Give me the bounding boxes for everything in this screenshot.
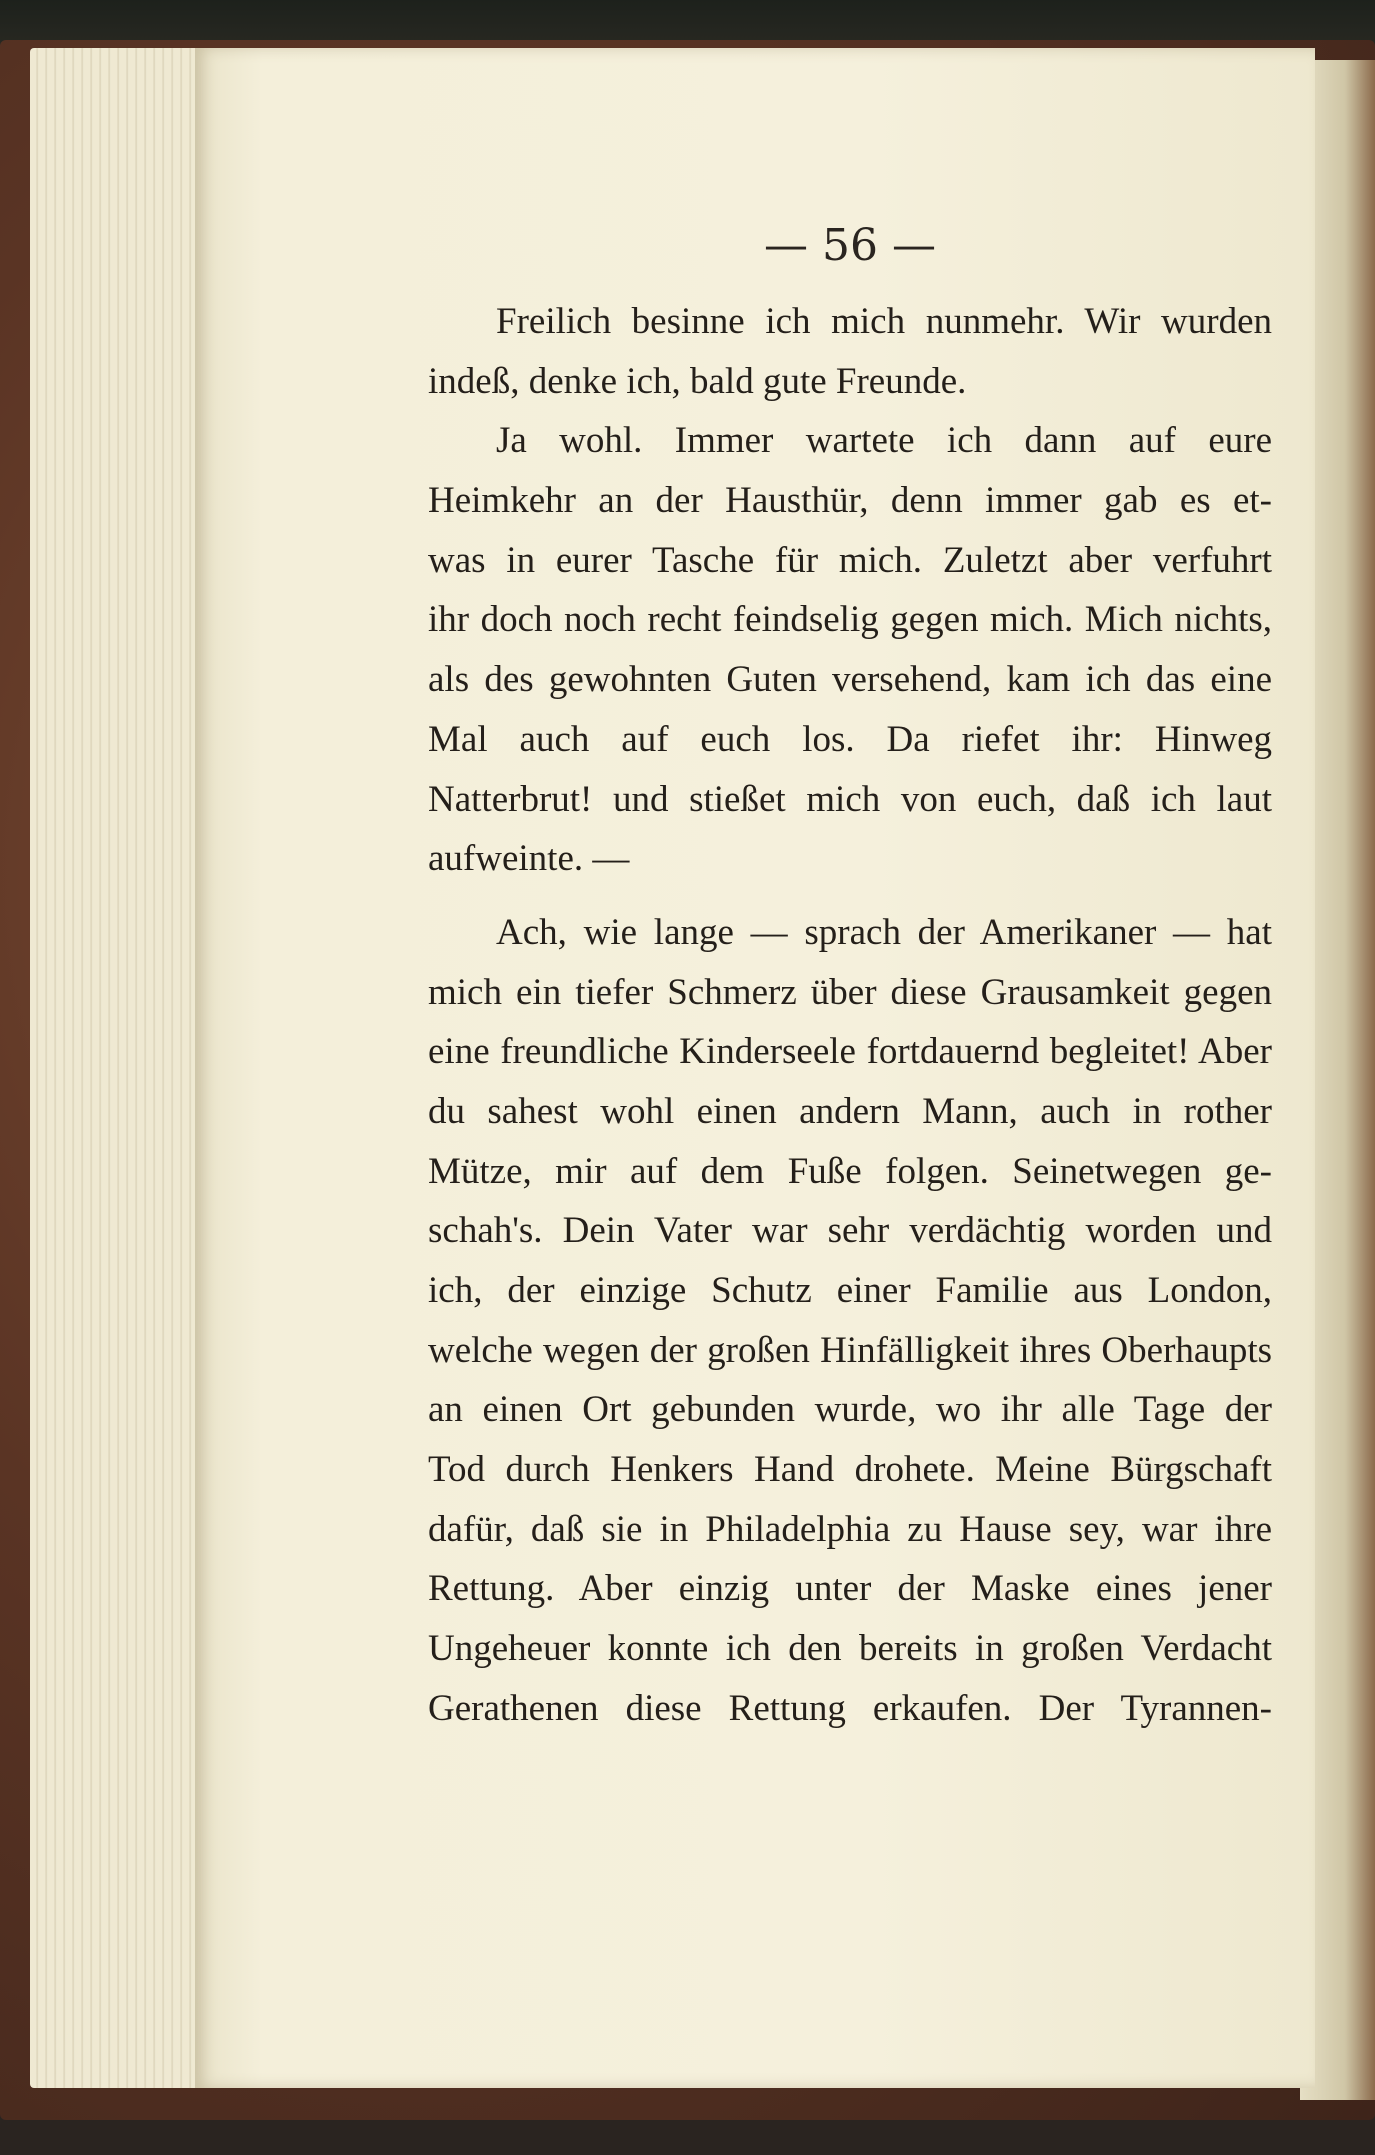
text-line: ich, der einzige Schutz einer Familie aus London, (428, 1270, 1272, 1311)
text-line: welche wegen der großen Hinfälligkeit ihres Oberhaupts (428, 1329, 1272, 1371)
body-text (428, 292, 1272, 1739)
text-line: Ach, wie lange — sprach der Amerikaner — hat (496, 911, 1272, 953)
text-line: Freilich besinne ich mich nunmehr. Wir wurden (496, 301, 1272, 342)
text-line: Gerathenen diese Rettung erkaufen. Der Tyrannen- (428, 1687, 1272, 1729)
page-edges-left (30, 48, 220, 2088)
text-line: aufweinte. — (428, 838, 630, 880)
text-line: an einen Ort gebunden wurde, wo ihr alle Tage der (428, 1389, 1272, 1431)
text-line: indeß, denke ich, bald gute Freunde. (428, 360, 967, 402)
page-number: — 56 — (764, 220, 936, 271)
text-line: als des gewohnten Guten versehend, kam ich das eine (428, 659, 1272, 701)
text-line: Mütze, mir auf dem Fuße folgen. Seinetwegen ge- (428, 1150, 1272, 1192)
text-line: Ungeheuer konnte ich den bereits in großen Verdacht (428, 1628, 1272, 1670)
text-line: du sahest wohl einen andern Mann, auch in rother (428, 1090, 1272, 1132)
text-line: was in eurer Tasche für mich. Zuletzt aber verfuhrt (428, 539, 1272, 581)
text-line: Ja wohl. Immer wartete ich dann auf eure (496, 420, 1272, 462)
text-line: Mal auch auf euch los. Da riefet ihr: Hinweg (428, 718, 1272, 760)
text-line: mich ein tiefer Schmerz über diese Grausamkeit gegen (428, 971, 1272, 1013)
text-line: Tod durch Henkers Hand drohete. Meine Bürgschaft (428, 1449, 1272, 1491)
text-line: dafür, daß sie in Philadelphia zu Hause sey, war ihre (428, 1508, 1272, 1550)
text-line: ihr doch noch recht feindselig gegen mich. Mich nichts, (428, 599, 1272, 641)
text-line: Rettung. Aber einzig unter der Maske eines jener (428, 1568, 1272, 1610)
text-line: schah's. Dein Vater war sehr verdächtig worden und (428, 1210, 1272, 1252)
text-line: Natterbrut! und stießet mich von euch, daß ich laut (428, 778, 1272, 820)
text-line: eine freundliche Kinderseele fortdauernd begleitet! Aber (428, 1031, 1272, 1073)
paragraph-gap (428, 889, 1272, 903)
text-line: Heimkehr an der Hausthür, denn immer gab es et- (428, 480, 1272, 522)
